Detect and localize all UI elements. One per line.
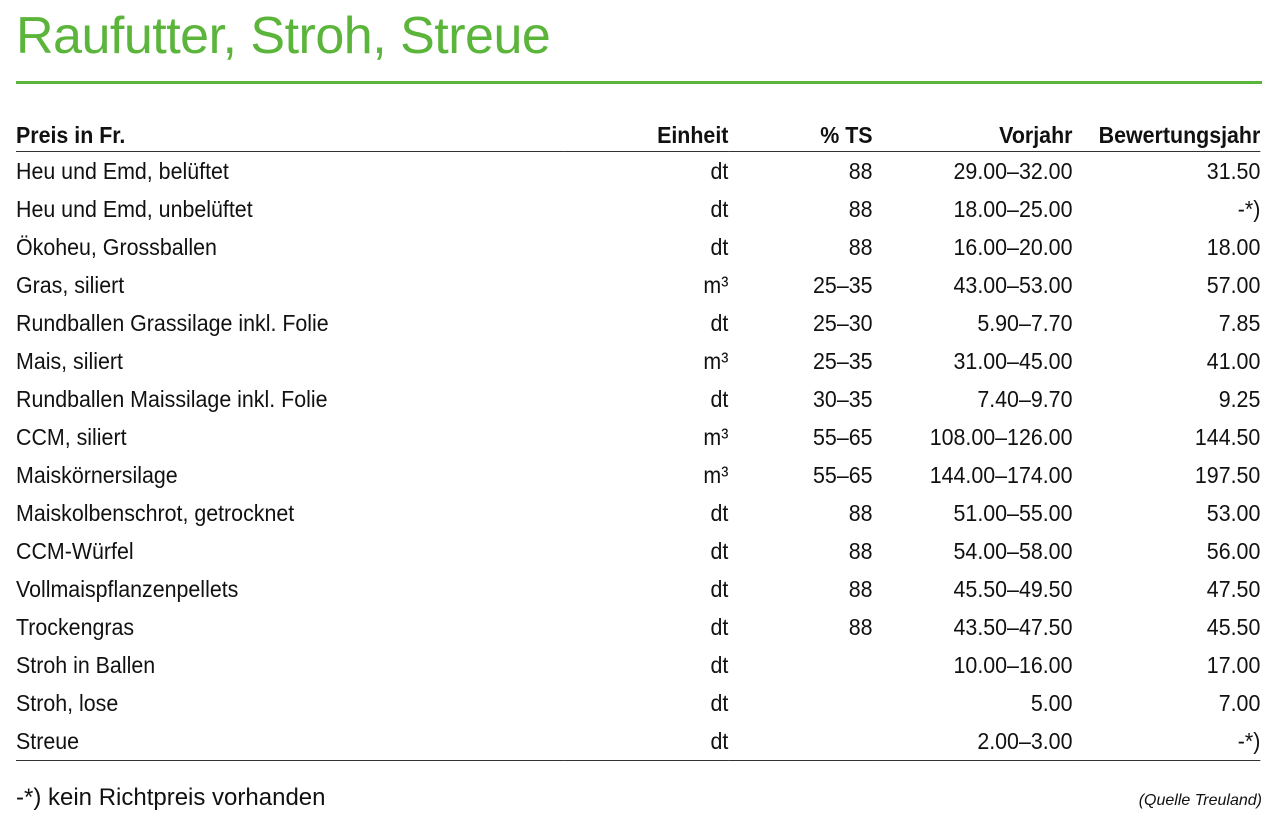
- cell-valuation-price: 9.25: [1218, 385, 1261, 412]
- cell-valuation-price: 197.50: [1194, 461, 1261, 488]
- cell-prev-year-price: 16.00–20.00: [953, 233, 1073, 260]
- cell-unit: dt: [710, 651, 729, 678]
- cell-valuation-price: 144.50: [1194, 423, 1261, 450]
- cell-prev-year-price: 5.00: [1030, 689, 1073, 716]
- cell-product: Stroh, lose: [16, 689, 119, 716]
- cell-product: Heu und Emd, unbelüftet: [16, 195, 253, 222]
- cell-prev-year-price: 51.00–55.00: [953, 499, 1073, 526]
- cell-prev-year-price: 144.00–174.00: [929, 461, 1073, 488]
- cell-dry-matter: 30–35: [813, 385, 873, 412]
- cell-product: Streue: [16, 722, 565, 761]
- cell-valuation-price: -*): [1072, 722, 1260, 761]
- cell-product: Maiskolbenschrot, getrocknet: [16, 499, 295, 526]
- table-row: [16, 570, 1260, 608]
- cell-valuation-price: 17.00: [1206, 651, 1261, 678]
- cell-prev-year-price: 7.40–9.70: [977, 385, 1073, 412]
- cell-valuation-price: 57.00: [1206, 271, 1261, 298]
- cell-product: CCM-Würfel: [16, 537, 134, 564]
- price-table: [16, 113, 1260, 761]
- cell-product: Maiskörnersilage: [16, 461, 178, 488]
- cell-dry-matter: 88: [848, 537, 873, 564]
- cell-dry-matter: [728, 722, 872, 761]
- cell-prev-year-price: 10.00–16.00: [953, 651, 1073, 678]
- cell-unit: dt: [710, 309, 729, 336]
- cell-dry-matter: 55–65: [813, 423, 873, 450]
- cell-valuation-price: 7.00: [1218, 689, 1261, 716]
- table-row: [16, 532, 1260, 570]
- table-row: [16, 266, 1260, 304]
- cell-product: Stroh in Ballen: [16, 651, 156, 678]
- cell-product: Gras, siliert: [16, 271, 125, 298]
- cell-prev-year-price: 45.50–49.50: [953, 575, 1073, 602]
- table-body: [16, 152, 1260, 761]
- cell-dry-matter: 88: [848, 613, 873, 640]
- cell-product: Mais, siliert: [16, 347, 123, 374]
- column-header-valuation-year: Bewertungsjahr: [1072, 113, 1260, 152]
- cell-valuation-price: 7.85: [1218, 309, 1261, 336]
- cell-prev-year-price: 108.00–126.00: [929, 423, 1073, 450]
- cell-dry-matter: 88: [848, 195, 873, 222]
- cell-dry-matter: 88: [848, 157, 873, 184]
- table-row: [16, 646, 1260, 684]
- cell-unit: dt: [710, 613, 729, 640]
- footnote: -*) kein Richtpreis vorhanden: [16, 784, 326, 811]
- title-divider: [16, 81, 1262, 84]
- cell-product: Vollmaispflanzenpellets: [16, 575, 239, 602]
- cell-product: Rundballen Maissilage inkl. Folie: [16, 385, 328, 412]
- column-header-unit: Einheit: [565, 113, 729, 152]
- cell-dry-matter: 88: [848, 233, 873, 260]
- cell-dry-matter: [728, 646, 872, 684]
- cell-product: Trockengras: [16, 613, 135, 640]
- table-row: [16, 190, 1260, 228]
- cell-valuation-price: 56.00: [1206, 537, 1261, 564]
- cell-prev-year-price: 43.00–53.00: [953, 271, 1073, 298]
- cell-valuation-price: 53.00: [1206, 499, 1261, 526]
- table-row: [16, 722, 1260, 761]
- cell-valuation-price: 31.50: [1206, 157, 1261, 184]
- page-title: Raufutter, Stroh, Streue: [16, 7, 551, 65]
- cell-unit: dt: [710, 195, 729, 222]
- source-note: (Quelle Treuland): [1138, 792, 1262, 809]
- cell-valuation-price: -*): [1237, 195, 1261, 222]
- cell-product: Heu und Emd, belüftet: [16, 157, 229, 184]
- column-header-prev-year: Vorjahr: [873, 113, 1073, 152]
- cell-dry-matter: 88: [848, 499, 873, 526]
- cell-product: Ökoheu, Grossballen: [16, 233, 217, 260]
- cell-unit: m³: [703, 461, 729, 488]
- cell-prev-year-price: 18.00–25.00: [953, 195, 1073, 222]
- table-row: [16, 342, 1260, 380]
- cell-prev-year-price: 43.50–47.50: [953, 613, 1073, 640]
- cell-product: Rundballen Grassilage inkl. Folie: [16, 309, 329, 336]
- cell-product: CCM, siliert: [16, 423, 127, 450]
- cell-valuation-price: 45.50: [1206, 613, 1261, 640]
- cell-unit: m³: [703, 423, 729, 450]
- cell-prev-year-price: 54.00–58.00: [953, 537, 1073, 564]
- cell-unit: dt: [710, 385, 729, 412]
- table-row: [16, 304, 1260, 342]
- cell-prev-year-price: 2.00–3.00: [873, 722, 1073, 761]
- table-row: [16, 380, 1260, 418]
- cell-prev-year-price: 5.90–7.70: [977, 309, 1073, 336]
- cell-dry-matter: 88: [848, 575, 873, 602]
- table-row: [16, 494, 1260, 532]
- cell-unit: m³: [703, 347, 729, 374]
- table-row: [16, 456, 1260, 494]
- cell-prev-year-price: 29.00–32.00: [953, 157, 1073, 184]
- table-row: [16, 152, 1260, 191]
- cell-unit: dt: [710, 537, 729, 564]
- cell-dry-matter: 25–30: [813, 309, 873, 336]
- table-row: [16, 608, 1260, 646]
- cell-unit: dt: [710, 157, 729, 184]
- table-row: [16, 684, 1260, 722]
- cell-dry-matter: 25–35: [813, 271, 873, 298]
- table-row: [16, 418, 1260, 456]
- cell-unit: dt: [565, 722, 729, 761]
- cell-unit: dt: [710, 575, 729, 602]
- cell-prev-year-price: 31.00–45.00: [953, 347, 1073, 374]
- cell-unit: m³: [703, 271, 729, 298]
- table-header-row: [16, 113, 1260, 152]
- cell-dry-matter: 25–35: [813, 347, 873, 374]
- cell-valuation-price: 41.00: [1206, 347, 1261, 374]
- cell-valuation-price: 18.00: [1206, 233, 1261, 260]
- column-header-name: Preis in Fr.: [16, 113, 565, 152]
- cell-dry-matter: [728, 684, 872, 722]
- cell-dry-matter: 55–65: [813, 461, 873, 488]
- column-header-ts: % TS: [728, 113, 872, 152]
- cell-unit: dt: [710, 499, 729, 526]
- cell-unit: dt: [710, 689, 729, 716]
- table-row: [16, 228, 1260, 266]
- cell-unit: dt: [710, 233, 729, 260]
- cell-valuation-price: 47.50: [1206, 575, 1261, 602]
